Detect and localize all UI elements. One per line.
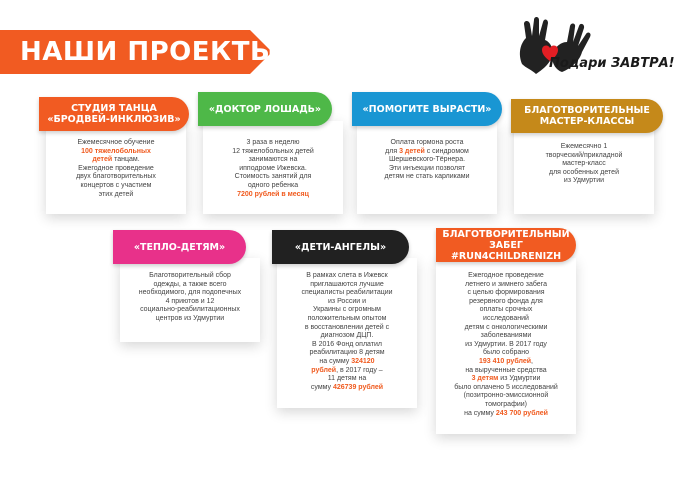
highlighted-value: 100 тяжелобольных детей: [81, 147, 151, 164]
highlighted-value: 3 детям: [471, 375, 499, 383]
title-banner: [0, 30, 278, 74]
description-text: Ежегодное проведение летнего и зимнего забега с целью формирования резервного фонда для оплаты срочных исследований детям с онкологическими заболеваниями из Удмуртии. В 2017 году было собрано: [464, 272, 548, 357]
description-text: 3 раза в неделю 12 тяжелобольных детей занимаются на ипподроме Ижевска. Стоимость занятий для одного ребенка: [232, 139, 314, 189]
project-title-warmth-kids: «ТЕПЛО-ДЕТЯМ»: [113, 230, 246, 264]
project-card-broadway: [46, 121, 186, 214]
project-title-children-angels: «ДЕТИ-АНГЕЛЫ»: [272, 230, 409, 264]
description-text: , на вырученные средства: [465, 357, 547, 374]
project-description: [363, 121, 491, 182]
project-title-charity-run: БЛАГОТВОРИТЕЛЬНЫЙ ЗАБЕГ #RUN4CHILDRENIZH: [436, 228, 576, 262]
highlighted-value: 243 700 рублей: [495, 409, 548, 417]
description-text: Оплата гормона роста для: [385, 139, 464, 155]
description-text: танцам. Ежегодное проведение двух благотворительных концертов с участием этих детей: [76, 156, 156, 198]
project-title-doctor-horse: «ДОКТОР ЛОШАДЬ»: [198, 92, 332, 126]
description-text: с синдромом Шершевского-Тёрнера. Эти инъекции позволят детям не стать карликами: [384, 147, 470, 181]
highlighted-value: 7200 рублей в месяц: [237, 190, 309, 198]
description-text: В рамках слета в Ижевск приглашаются лучшие специалисты реабилитации из России и Украины с огромным положительным опытом в восстановлении детей с диагнозом ДЦП. В 2016 Фонд оплатил реабилитацию 8 детям на сумму: [301, 272, 393, 365]
project-card-doctor-horse: [203, 121, 343, 214]
project-card-charity-run: [436, 258, 576, 434]
description-text: Ежемесячное обучение: [77, 139, 155, 146]
project-card-children-angels: [277, 258, 417, 408]
project-title-broadway: СТУДИЯ ТАНЦА «БРОДВЕЙ-ИНКЛЮЗИВ»: [39, 97, 189, 131]
description-text: из Удмуртии было оплачено 5 исследований (позитронно-эмиссионной томографии) на сумму: [454, 375, 558, 417]
project-description: [283, 258, 411, 392]
highlighted-value: 324120 рублей: [311, 357, 375, 374]
logo: [512, 14, 675, 84]
project-description: [209, 121, 337, 199]
project-description: [442, 258, 570, 418]
project-title-help-grow: «ПОМОГИТЕ ВЫРАСТИ»: [352, 92, 502, 126]
logo-text: Подари ЗАВТРА!: [549, 56, 675, 71]
two-hands-heart-icon: [512, 14, 662, 84]
description-text: Благотворительный сбор одежды, а также всего необходимого, для подопечных 4 приютов и 12 социально-реабилитационных центров из Удмуртии: [138, 272, 242, 322]
page-title: НАШИ ПРОЕКТЫ: [20, 37, 278, 67]
project-description: [126, 258, 254, 324]
description-text: , в 2017 году – 11 детям на сумму: [310, 366, 383, 391]
highlighted-value: 193 410 рублей: [479, 357, 532, 365]
description-text: Ежемесячно 1 творческий/прикладной мастер-класс для особенных детей из Удмуртии: [545, 143, 623, 185]
project-description: [52, 121, 180, 199]
highlighted-value: 426739 рублей: [332, 383, 384, 391]
highlighted-value: 3 детей: [399, 147, 425, 155]
project-card-help-grow: [357, 121, 497, 214]
project-card-warmth-kids: [120, 258, 260, 342]
project-card-master-classes: [514, 121, 654, 214]
project-title-master-classes: БЛАГОТВОРИТЕЛЬНЫЕ МАСТЕР-КЛАССЫ: [511, 99, 663, 133]
